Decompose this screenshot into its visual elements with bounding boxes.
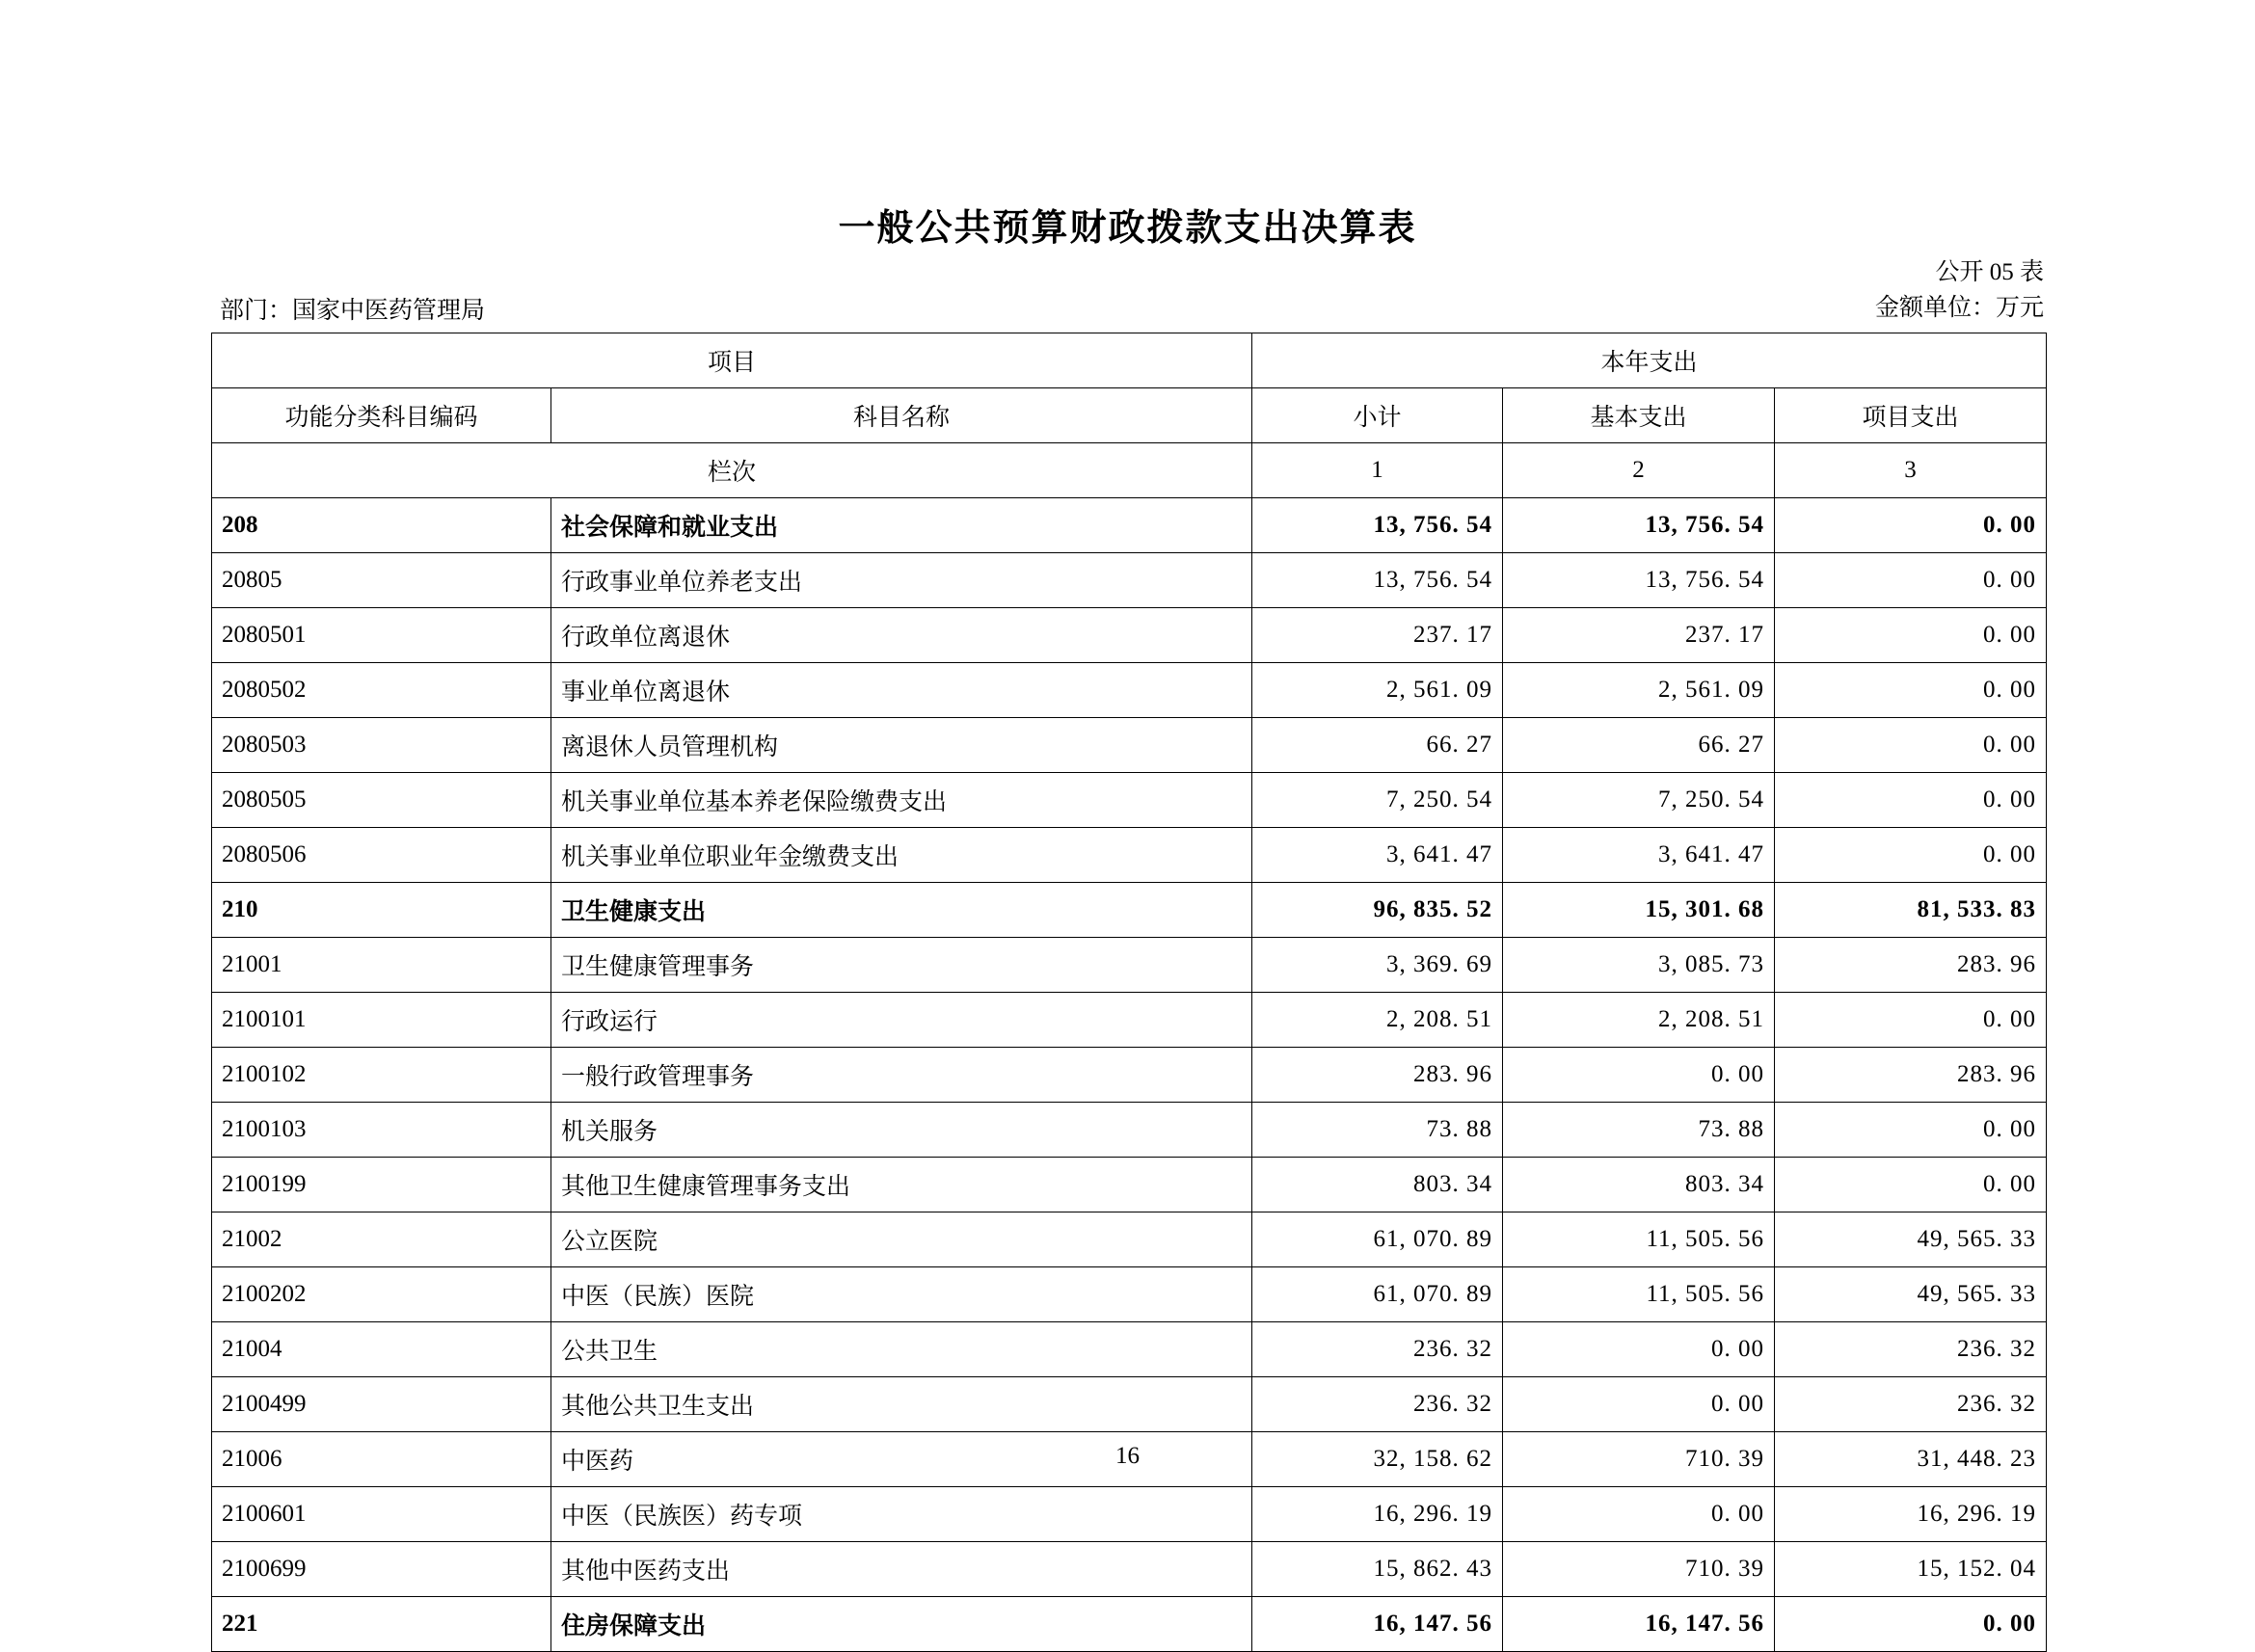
header-col-project: 项目支出 [1775,388,2047,443]
cell-project-expenditure: 81, 533. 83 [1775,883,2047,938]
cell-project-expenditure: 0. 00 [1775,1103,2047,1158]
header-col-name: 科目名称 [551,388,1252,443]
cell-subtotal: 283. 96 [1252,1048,1503,1103]
cell-subtotal: 7, 250. 54 [1252,773,1503,828]
cell-subtotal: 236. 32 [1252,1377,1503,1432]
cell-function-code: 21001 [212,938,551,993]
cell-function-code: 221 [212,1597,551,1652]
cell-basic-expenditure: 0. 00 [1503,1322,1775,1377]
table-row [212,1048,2047,1103]
table-row [212,1377,2047,1432]
column-index-3: 3 [1775,443,2047,498]
cell-subtotal: 13, 756. 54 [1252,498,1503,553]
table-header-row [212,388,2047,443]
cell-subject-name: 其他卫生健康管理事务支出 [551,1158,1252,1212]
column-index-1: 1 [1252,443,1503,498]
cell-subtotal: 73. 88 [1252,1103,1503,1158]
cell-subject-name: 机关事业单位基本养老保险缴费支出 [551,773,1252,828]
cell-function-code: 2100101 [212,993,551,1048]
cell-subject-name: 事业单位离退休 [551,663,1252,718]
cell-subtotal: 16, 147. 56 [1252,1597,1503,1652]
table-header-group-row [212,333,2047,388]
table-row [212,718,2047,773]
cell-project-expenditure: 16, 296. 19 [1775,1487,2047,1542]
cell-basic-expenditure: 15, 301. 68 [1503,883,1775,938]
table-row [212,1103,2047,1158]
table-row [212,498,2047,553]
cell-subject-name: 行政事业单位养老支出 [551,553,1252,608]
cell-subject-name: 机关服务 [551,1103,1252,1158]
cell-subject-name: 住房保障支出 [551,1597,1252,1652]
cell-basic-expenditure: 11, 505. 56 [1503,1267,1775,1322]
header-col-subtotal: 小计 [1252,388,1503,443]
cell-subtotal: 236. 32 [1252,1322,1503,1377]
cell-subject-name: 机关事业单位职业年金缴费支出 [551,828,1252,883]
cell-basic-expenditure: 0. 00 [1503,1487,1775,1542]
cell-subtotal: 15, 862. 43 [1252,1542,1503,1597]
cell-subtotal: 16, 296. 19 [1252,1487,1503,1542]
table-row [212,1322,2047,1377]
cell-project-expenditure: 283. 96 [1775,938,2047,993]
cell-project-expenditure: 236. 32 [1775,1322,2047,1377]
cell-project-expenditure: 0. 00 [1775,498,2047,553]
cell-subject-name: 其他中医药支出 [551,1542,1252,1597]
cell-function-code: 2080501 [212,608,551,663]
table-row [212,773,2047,828]
cell-project-expenditure: 0. 00 [1775,553,2047,608]
cell-basic-expenditure: 2, 208. 51 [1503,993,1775,1048]
cell-function-code: 2080505 [212,773,551,828]
cell-function-code: 2100601 [212,1487,551,1542]
cell-subject-name: 卫生健康管理事务 [551,938,1252,993]
cell-function-code: 21002 [212,1212,551,1267]
cell-function-code: 2100202 [212,1267,551,1322]
cell-subtotal: 96, 835. 52 [1252,883,1503,938]
row-label-lanci: 栏次 [212,443,1252,498]
cell-function-code: 2100199 [212,1158,551,1212]
form-number: 公开 05 表 [1935,259,2044,285]
cell-project-expenditure: 0. 00 [1775,663,2047,718]
table-row [212,1267,2047,1322]
cell-basic-expenditure: 66. 27 [1503,718,1775,773]
cell-project-expenditure: 0. 00 [1775,1597,2047,1652]
cell-project-expenditure: 0. 00 [1775,993,2047,1048]
table-row [212,993,2047,1048]
cell-project-expenditure: 31, 448. 23 [1775,1432,2047,1487]
cell-subject-name: 行政单位离退休 [551,608,1252,663]
cell-function-code: 2100103 [212,1103,551,1158]
cell-project-expenditure: 236. 32 [1775,1377,2047,1432]
table-row [212,883,2047,938]
cell-subject-name: 离退休人员管理机构 [551,718,1252,773]
cell-subtotal: 3, 641. 47 [1252,828,1503,883]
cell-function-code: 21006 [212,1432,551,1487]
header-col-basic: 基本支出 [1503,388,1775,443]
cell-subject-name: 中医（民族）医院 [551,1267,1252,1322]
cell-subtotal: 13, 756. 54 [1252,553,1503,608]
cell-function-code: 2100102 [212,1048,551,1103]
cell-project-expenditure: 49, 565. 33 [1775,1212,2047,1267]
cell-basic-expenditure: 13, 756. 54 [1503,498,1775,553]
cell-basic-expenditure: 710. 39 [1503,1432,1775,1487]
cell-function-code: 2080502 [212,663,551,718]
table-column-index-row [212,443,2047,498]
header-project-group: 项目 [212,333,1252,388]
cell-project-expenditure: 283. 96 [1775,1048,2047,1103]
cell-project-expenditure: 0. 00 [1775,1158,2047,1212]
table-row [212,608,2047,663]
cell-subtotal: 66. 27 [1252,718,1503,773]
cell-basic-expenditure: 710. 39 [1503,1542,1775,1597]
table-row [212,553,2047,608]
cell-basic-expenditure: 237. 17 [1503,608,1775,663]
cell-function-code: 2080506 [212,828,551,883]
page-title: 一般公共预算财政拨款支出决算表 [838,208,1417,249]
cell-subject-name: 中医药 [551,1432,1252,1487]
table-row [212,663,2047,718]
table-row [212,828,2047,883]
table-row [212,1597,2047,1652]
cell-basic-expenditure: 2, 561. 09 [1503,663,1775,718]
cell-basic-expenditure: 7, 250. 54 [1503,773,1775,828]
cell-basic-expenditure: 73. 88 [1503,1103,1775,1158]
cell-function-code: 2100699 [212,1542,551,1597]
header-col-code: 功能分类科目编码 [212,388,551,443]
cell-project-expenditure: 0. 00 [1775,608,2047,663]
page-footer-number: 16 [1115,1443,1140,1469]
cell-subtotal: 61, 070. 89 [1252,1267,1503,1322]
table-row [212,938,2047,993]
table-row [212,1158,2047,1212]
cell-subject-name: 其他公共卫生支出 [551,1377,1252,1432]
cell-basic-expenditure: 0. 00 [1503,1377,1775,1432]
cell-subject-name: 公共卫生 [551,1322,1252,1377]
cell-basic-expenditure: 3, 641. 47 [1503,828,1775,883]
cell-basic-expenditure: 13, 756. 54 [1503,553,1775,608]
cell-project-expenditure: 0. 00 [1775,828,2047,883]
cell-subject-name: 中医（民族医）药专项 [551,1487,1252,1542]
cell-subtotal: 237. 17 [1252,608,1503,663]
cell-function-code: 2100499 [212,1377,551,1432]
cell-basic-expenditure: 803. 34 [1503,1158,1775,1212]
cell-basic-expenditure: 3, 085. 73 [1503,938,1775,993]
cell-subject-name: 一般行政管理事务 [551,1048,1252,1103]
cell-subject-name: 社会保障和就业支出 [551,498,1252,553]
cell-project-expenditure: 0. 00 [1775,773,2047,828]
cell-project-expenditure: 15, 152. 04 [1775,1542,2047,1597]
cell-subtotal: 3, 369. 69 [1252,938,1503,993]
cell-subtotal: 803. 34 [1252,1158,1503,1212]
cell-subtotal: 2, 208. 51 [1252,993,1503,1048]
column-index-2: 2 [1503,443,1775,498]
cell-subtotal: 61, 070. 89 [1252,1212,1503,1267]
cell-project-expenditure: 49, 565. 33 [1775,1267,2047,1322]
cell-subtotal: 32, 158. 62 [1252,1432,1503,1487]
amount-unit: 金额单位：万元 [1874,295,2044,321]
table-row [212,1542,2047,1597]
cell-project-expenditure: 0. 00 [1775,718,2047,773]
cell-subject-name: 行政运行 [551,993,1252,1048]
cell-subject-name: 公立医院 [551,1212,1252,1267]
cell-function-code: 21004 [212,1322,551,1377]
cell-basic-expenditure: 0. 00 [1503,1048,1775,1103]
cell-function-code: 210 [212,883,551,938]
table-row [212,1487,2047,1542]
cell-function-code: 208 [212,498,551,553]
department-label: 部门：国家中医药管理局 [220,298,486,324]
header-year-group: 本年支出 [1252,333,2047,388]
cell-subject-name: 卫生健康支出 [551,883,1252,938]
table-row [212,1212,2047,1267]
cell-subtotal: 2, 561. 09 [1252,663,1503,718]
cell-basic-expenditure: 11, 505. 56 [1503,1212,1775,1267]
cell-function-code: 2080503 [212,718,551,773]
cell-function-code: 20805 [212,553,551,608]
cell-basic-expenditure: 16, 147. 56 [1503,1597,1775,1652]
